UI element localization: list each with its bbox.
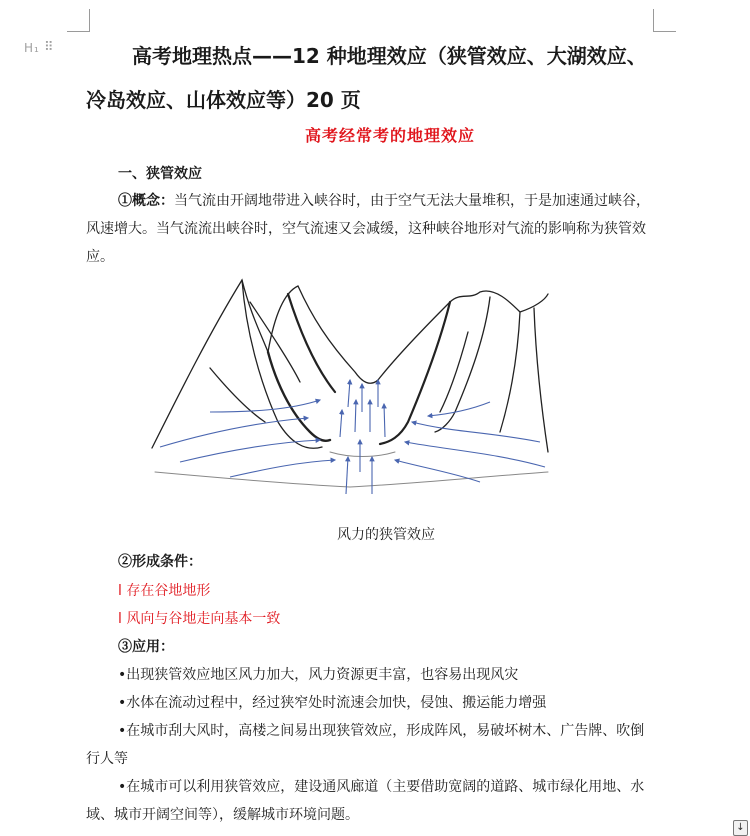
condition-item: l 存在谷地地形 bbox=[118, 583, 211, 599]
concept-text: 当气流由开阔地带进入峡谷时，由于空气无法大量堆积，于是加速通过峡谷，风速增大。当气流流出峡谷时，空气流速又会减缓，这种峡谷地形对气流的影响称为狭管效应。 bbox=[86, 193, 650, 265]
drag-handle-icon[interactable]: ⠿ bbox=[44, 40, 54, 55]
application-item: •出现狭管效应地区风力加大，风力资源更丰富，也容易出现风灾 bbox=[118, 667, 519, 683]
application-item: •在城市刮大风时，高楼之间易出现狭管效应，形成阵风，易破坏树木、广告牌、吹倒行人等 bbox=[86, 723, 645, 767]
page-corner-mark-icon bbox=[67, 9, 90, 32]
document-title: 高考地理热点——12 种地理效应（狭管效应、大湖效应、冷岛效应、山体效应等）20 页 bbox=[86, 44, 647, 112]
canyon-wind-diagram bbox=[150, 272, 550, 504]
condition-item: l 风向与谷地走向基本一致 bbox=[118, 611, 281, 627]
heading-level-icon[interactable]: H₁ bbox=[24, 41, 40, 55]
application-item: •在城市可以利用狭管效应，建设通风廊道（主要借助宽阔的道路、城市绿化用地、水域、城市开阔空间等），缓解城市环境问题。 bbox=[86, 779, 645, 823]
section-heading: 一、狭管效应 bbox=[118, 166, 202, 182]
concept-paragraph bbox=[86, 187, 658, 271]
applications-heading: ③应用： bbox=[118, 639, 174, 655]
concept-label: ①概念： bbox=[118, 193, 174, 209]
application-item: •水体在流动过程中，经过狭窄处时流速会加快，侵蚀、搬运能力增强 bbox=[118, 695, 547, 711]
conditions-heading: ②形成条件： bbox=[118, 554, 202, 570]
scroll-indicator-icon[interactable]: ↓ bbox=[733, 820, 748, 836]
document-subtitle: 高考经常考的地理效应 bbox=[304, 126, 475, 145]
page-corner-mark-icon bbox=[653, 9, 676, 32]
figure-caption: 风力的狭管效应 bbox=[337, 527, 435, 543]
